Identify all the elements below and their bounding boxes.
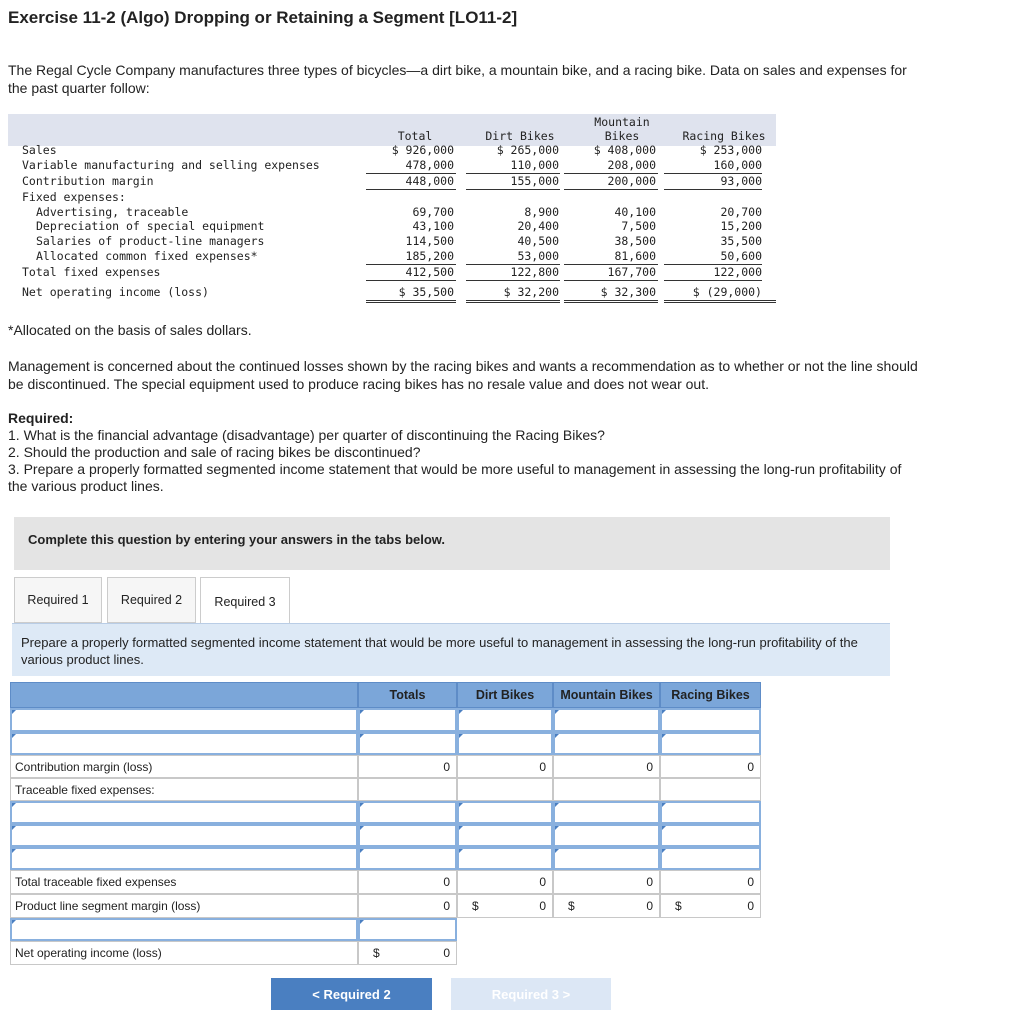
ttfe-dirt: 0 (457, 870, 553, 894)
grid-header-dirt: Dirt Bikes (457, 682, 553, 708)
tfe-label: Traceable fixed expenses: (10, 778, 358, 801)
intro-text: The Regal Cycle Company manufactures three types of bicycles—a dirt bike, a mountain bike, and a racing bike. Data on sales and expenses for the past quarter follow: (8, 62, 907, 96)
required-q1: 1. What is the financial advantage (disadvantage) per quarter of discontinuing the Racing Bikes? (8, 427, 605, 443)
required-heading: Required: (8, 410, 74, 426)
row4-racing-input[interactable] (660, 824, 761, 847)
table-row: Fixed expenses: (22, 190, 126, 204)
table-row: Salaries of product-line managers 114,500 40,500 38,500 35,500 (36, 234, 762, 248)
noi-label: Net operating income (loss) (10, 941, 358, 965)
table-row: Net operating income (loss) $ 35,500 $ 32,200 $ 32,300 $ (29,000) (22, 285, 762, 299)
table-row: Variable manufacturing and selling expenses 478,000 110,000 208,000 160,000 (22, 158, 762, 172)
table-row: Allocated common fixed expenses* 185,200 53,000 81,600 50,600 (36, 249, 762, 263)
grid-header-racing: Racing Bikes (660, 682, 761, 708)
seg-mountain: $ 0 (553, 894, 660, 918)
table-row: Advertising, traceable 69,700 8,900 40,100 20,700 (36, 205, 762, 219)
dollar-sign: $ (568, 899, 575, 913)
row2-label-input[interactable] (10, 732, 358, 755)
grid-header-blank (10, 682, 358, 708)
table-row: Total fixed expenses 412,500 122,800 167,700 122,000 (22, 265, 762, 279)
noi-totals: $ 0 (358, 941, 457, 965)
seg-racing: $ 0 (660, 894, 761, 918)
table-row: Contribution margin 448,000 155,000 200,000 93,000 (22, 174, 762, 188)
dollar-sign: $ (675, 899, 682, 913)
header-racing: Racing Bikes (682, 129, 766, 143)
row3-totals-input[interactable] (358, 801, 457, 824)
seg-dirt: $ 0 (457, 894, 553, 918)
seg-totals: 0 (358, 894, 457, 918)
row2-dirt-input[interactable] (457, 732, 553, 755)
row2-totals-input[interactable] (358, 732, 457, 755)
row6-label-input[interactable] (10, 918, 358, 941)
row2-racing-input[interactable] (660, 732, 761, 755)
row5-label-input[interactable] (10, 847, 358, 870)
row4-mountain-input[interactable] (553, 824, 660, 847)
header-total: Total (397, 129, 433, 143)
header-dirt: Dirt Bikes (485, 129, 555, 143)
header-mountain: Mountain Bikes (594, 115, 650, 143)
row4-totals-input[interactable] (358, 824, 457, 847)
row4-label-input[interactable] (10, 824, 358, 847)
table-row: Depreciation of special equipment 43,100 20,400 7,500 15,200 (36, 219, 762, 233)
required-q2: 2. Should the production and sale of racing bikes be discontinued? (8, 444, 421, 460)
grid-header-totals: Totals (358, 682, 457, 708)
cm-dirt: 0 (457, 755, 553, 778)
cm-label: Contribution margin (loss) (10, 755, 358, 778)
footnote: *Allocated on the basis of sales dollars. (8, 322, 252, 338)
ttfe-mountain: 0 (553, 870, 660, 894)
page-title: Exercise 11-2 (Algo) Dropping or Retaining a Segment [LO11-2] (8, 8, 518, 27)
next-required-3-button[interactable]: Required 3 > (451, 978, 611, 1010)
grid-header-mountain: Mountain Bikes (553, 682, 660, 708)
row6-totals-input[interactable] (358, 918, 457, 941)
table-row: Sales $ 926,000 $ 265,000 $ 408,000 $ 253,000 (22, 143, 762, 157)
required-section (8, 410, 918, 495)
row3-label-input[interactable] (10, 801, 358, 824)
row2-mountain-input[interactable] (553, 732, 660, 755)
seg-label: Product line segment margin (loss) (10, 894, 358, 918)
instruction-banner: Complete this question by entering your answers in the tabs below. (14, 517, 890, 570)
ttfe-racing: 0 (660, 870, 761, 894)
required-q3: 3. Prepare a properly formatted segmented income statement that would be more useful to management in assessing the long-run profitability of the various product lines. (8, 461, 902, 494)
cm-racing: 0 (660, 755, 761, 778)
row1-label-input[interactable] (10, 708, 358, 732)
row1-racing-input[interactable] (660, 708, 761, 732)
row1-dirt-input[interactable] (457, 708, 553, 732)
dollar-sign: $ (373, 946, 380, 960)
tab-instruction: Prepare a properly formatted segmented income statement that would be more useful to management in assessing the long-run profitability of the various product lines. (12, 623, 890, 676)
row3-mountain-input[interactable] (553, 801, 660, 824)
tab-required-3[interactable]: Required 3 (200, 577, 290, 625)
row5-totals-input[interactable] (358, 847, 457, 870)
tab-required-2[interactable]: Required 2 (107, 577, 196, 623)
row5-dirt-input[interactable] (457, 847, 553, 870)
management-text: Management is concerned about the continued losses shown by the racing bikes and wants a recommendation as to whether or not the line should be discontinued. The special equipment used to produce racing bikes has no resale value and does not wear out. (8, 358, 918, 392)
tab-required-1[interactable]: Required 1 (14, 577, 102, 623)
cm-mountain: 0 (553, 755, 660, 778)
row1-totals-input[interactable] (358, 708, 457, 732)
row3-dirt-input[interactable] (457, 801, 553, 824)
prev-required-2-button[interactable]: < Required 2 (271, 978, 432, 1010)
cm-totals: 0 (358, 755, 457, 778)
row4-dirt-input[interactable] (457, 824, 553, 847)
row1-mountain-input[interactable] (553, 708, 660, 732)
dollar-sign: $ (472, 899, 479, 913)
row5-mountain-input[interactable] (553, 847, 660, 870)
row3-racing-input[interactable] (660, 801, 761, 824)
ttfe-totals: 0 (358, 870, 457, 894)
row5-racing-input[interactable] (660, 847, 761, 870)
ttfe-label: Total traceable fixed expenses (10, 870, 358, 894)
